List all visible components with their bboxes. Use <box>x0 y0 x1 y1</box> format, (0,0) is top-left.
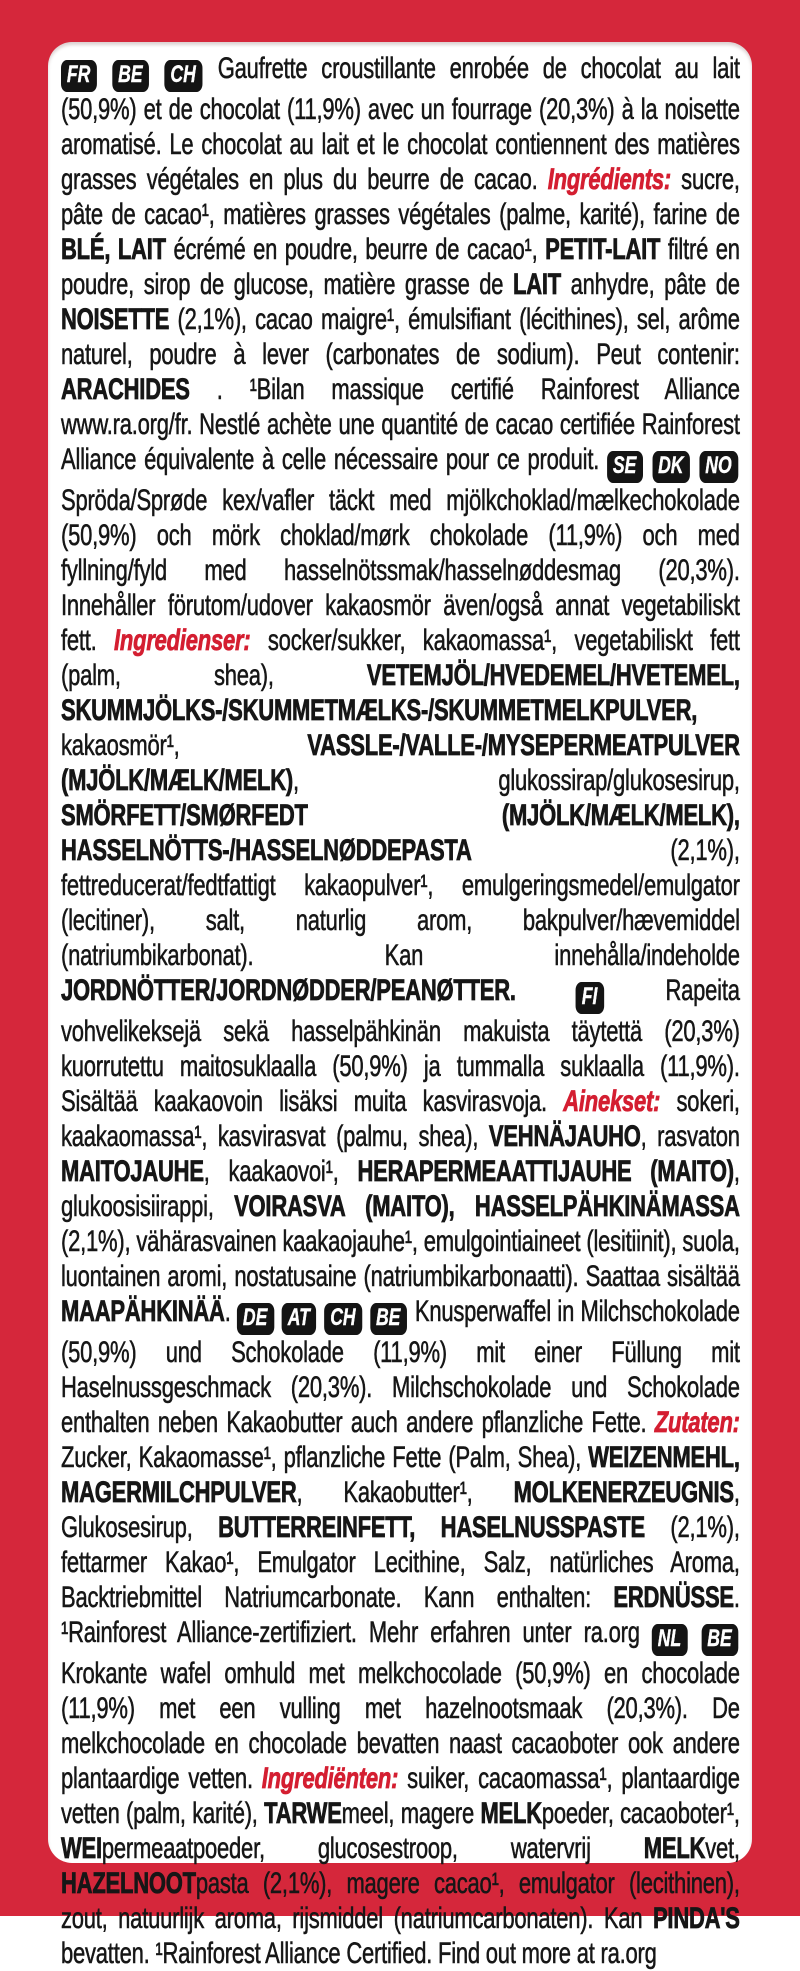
country-badge-dk: DK <box>652 451 690 483</box>
allergen-text: HAZELNOOT <box>61 1867 196 1900</box>
body-text: Gaufrette croustillante enrobée de chocolat au lait (50,9%) et de chocolat (11,9%) avec un fourrage (20,3%) à la noisette aromatisé. Le chocolat au lait et le chocolat contiennent des matières grasses végétales en plus du beurre de cacao. <box>61 52 740 196</box>
body-text: sucre, pâte de cacao¹, matières grasses végétales (palme, karité), farine de <box>61 163 740 231</box>
ingredients-panel <box>48 42 752 1970</box>
body-text: (2,1%), vähärasvainen kaakaojauhe¹, emulgointiaineet (lesitiinit), suola, luontainen aromi, nostatusaine (natriumbikarbonaatti). Saattaa sisältää <box>61 1225 740 1293</box>
body-text: suiker, cacaomassa¹, plantaardige vetten (palm, karité), <box>61 1762 740 1830</box>
allergen-text: BUTTERREINFETT, HASELNUSSPASTE <box>218 1511 645 1544</box>
country-badge-fr: FR <box>61 60 97 92</box>
body-text: (2,1%), fettreducerat/fedtfattigt kakaopulver¹, emulgeringsmedel/emulgator (lecitiner), salt, naturlig arom, bakpulver/hævemiddel (natriumbikarbonat). Kan innehålla/indeholde <box>61 834 740 972</box>
allergen-text: WEI <box>61 1832 102 1865</box>
country-badge-be: BE <box>370 1303 407 1335</box>
body-text: anhydre, pâte de <box>560 268 740 301</box>
allergen-text: ERDNÜSSE <box>613 1581 734 1614</box>
ingredients-text <box>61 51 740 1971</box>
body-text: , glukossirap/glukosesirup, <box>293 764 740 797</box>
body-text: permeaatpoeder, glucosestroop, watervrij <box>101 1832 644 1865</box>
allergen-text: MAAPÄHKINÄÄ <box>61 1295 225 1328</box>
body-text: poeder, cacaoboter¹, <box>541 1797 740 1830</box>
allergen-text: ARACHIDES <box>61 373 190 406</box>
allergen-text: BLÉ, LAIT <box>61 233 166 266</box>
country-badge-be: BE <box>701 1624 738 1656</box>
body-text: Rapeita vohvelikeksejä sekä hasselpähkinän makuista täytettä (20,3%) kuorrutettu maitosuklaalla (50,9%) ja tummalla suklaalla (11,9%). Sisältää kaakaovoin lisäksi muita kasvirasvoja. <box>61 974 740 1118</box>
body-text: , glukoosisiirappi, <box>61 1155 740 1223</box>
body-text: socker/sukker, kakaomassa¹, vegetabiliskt fett (palm, shea), <box>61 624 740 692</box>
body-text: sokeri, kaakaomassa¹, kasvirasvat (palmu, shea), <box>61 1085 740 1153</box>
allergen-text: TARWE <box>264 1797 342 1830</box>
body-text: (2,1%), fettarmer Kakao¹, Emulgator Lecithine, Salz, natürliches Aroma, Backtriebmittel Natriumcarbonate. Kann enthalten: <box>61 1511 740 1614</box>
ingredients-heading: Ingrédients: <box>547 163 671 196</box>
allergen-text: NOISETTE <box>61 303 170 336</box>
allergen-text: VETEMJÖL/HVEDEMEL/HVETEMEL, SKUMMJÖLKS-/SKUMMETMÆLKS-/SKUMMETMELKPULVER, <box>61 659 740 727</box>
country-badge-ch: CH <box>165 60 203 92</box>
allergen-text: SMÖRFETT/SMØRFEDT (MJÖLK/MÆLK/MELK), HASSELNÖTTS-/HASSELNØDDEPASTA <box>61 799 740 867</box>
body-text: Krokante wafel omhuld met melkchocolade (50,9%) en chocolade (11,9%) met een vulling met hazelnootsmaak (20,3%). De melkchocolade en chocolade bevatten naast cacaoboter ook andere plantaardige vetten. <box>61 1657 740 1795</box>
body-text: . <box>224 1295 238 1328</box>
country-badge-de: DE <box>237 1303 274 1335</box>
body-text: Spröda/Sprøde kex/vafler täckt med mjölkchoklad/mælkechokolade (50,9%) och mörk choklad/mørk chokolade (11,9%) och med fyllning/fyld med hasselnötssmak/hasselnøddesmag (20,3%). Innehåller förutom/udover kakaosmör även/også annat vegetabiliskt fett. <box>61 484 740 657</box>
body-text: Zucker, Kakaomasse¹, pflanzliche Fette (Palm, Shea), <box>61 1441 589 1474</box>
allergen-text: MOLKENERZEUGNIS <box>513 1476 734 1509</box>
body-text: Knusperwaffel in Milchschokolade (50,9%) und Schokolade (11,9%) mit einer Füllung mit Haselnussgeschmack (20,3%). Milchschokolade und Schokolade enthalten neben Kakaobutter auch andere pflanzliche Fette. <box>61 1295 740 1439</box>
body-text: filtré en poudre, sirop de glucose, matière grasse de <box>61 233 740 301</box>
allergen-text: PINDA'S <box>652 1902 740 1935</box>
allergen-text: VOIRASVA (MAITO), HASSELPÄHKINÄMASSA <box>234 1190 740 1223</box>
country-badge-nl: NL <box>652 1624 688 1656</box>
allergen-text: MAITOJAUHE <box>61 1155 204 1188</box>
ingredients-heading: Ainekset: <box>563 1085 661 1118</box>
body-text: bevatten. ¹Rainforest Alliance Certified. Find out more at ra.org <box>61 1937 657 1970</box>
body-text: meel, magere <box>341 1797 481 1830</box>
country-badge-at: AT <box>282 1303 317 1335</box>
ingredients-heading: Ingrediënten: <box>261 1762 399 1795</box>
allergen-text: HERAPERMEAATTIJAUHE (MAITO) <box>357 1155 734 1188</box>
allergen-text: WEIZENMEHL, MAGERMILCHPULVER <box>61 1441 740 1509</box>
body-text: , Glukosesirup, <box>61 1476 740 1544</box>
allergen-text: VASSLE-/VALLE-/MYSEPERMEATPULVER (MJÖLK/MÆLK/MELK) <box>61 729 740 797</box>
body-text: , Kakaobutter¹, <box>296 1476 514 1509</box>
country-badge-no: NO <box>699 451 738 483</box>
body-text: , kaakaovoi¹, <box>203 1155 358 1188</box>
body-text: . ¹Rainforest Alliance-zertifiziert. Mehr erfahren unter ra.org <box>61 1581 740 1649</box>
country-badge-be: BE <box>112 60 149 92</box>
body-text: , rasvaton <box>640 1120 740 1153</box>
country-badge-ch: CH <box>324 1303 362 1335</box>
body-text: kakaosmör¹, <box>61 729 308 762</box>
body-text <box>516 974 576 1007</box>
body-text: (2,1%), cacao maigre¹, émulsifiant (lécithines), sel, arôme naturel, poudre à lever (carbonates de sodium). Peut contenir: <box>61 303 740 371</box>
ingredients-heading: Zutaten: <box>654 1406 740 1439</box>
body-text: vet, <box>705 1832 740 1865</box>
ingredients-heading: Ingredienser: <box>114 624 251 657</box>
allergen-text: JORDNÖTTER/JORDNØDDER/PEANØTTER. <box>61 974 516 1007</box>
body-text: pasta (2,1%), magere cacao¹, emulgator (lecithinen), zout, natuurlijk aroma, rijsmiddel (natriumcarbonaten). Kan <box>61 1867 740 1935</box>
allergen-text: MELK <box>480 1797 542 1830</box>
allergen-text: VEHNÄJAUHO <box>488 1120 641 1153</box>
country-badge-fi: FI <box>576 982 604 1014</box>
country-badge-se: SE <box>607 451 643 483</box>
allergen-text: LAIT <box>512 268 561 301</box>
body-text: écrémé en poudre, beurre de cacao¹, <box>165 233 546 266</box>
allergen-text: PETIT-LAIT <box>545 233 661 266</box>
allergen-text: MELK <box>643 1832 706 1865</box>
body-text: . ¹Bilan massique certifié Rainforest Alliance www.ra.org/fr. Nestlé achète une quantité de cacao certifiée Rainforest Alliance équivalente à celle nécessaire pour ce produit. <box>61 373 740 476</box>
